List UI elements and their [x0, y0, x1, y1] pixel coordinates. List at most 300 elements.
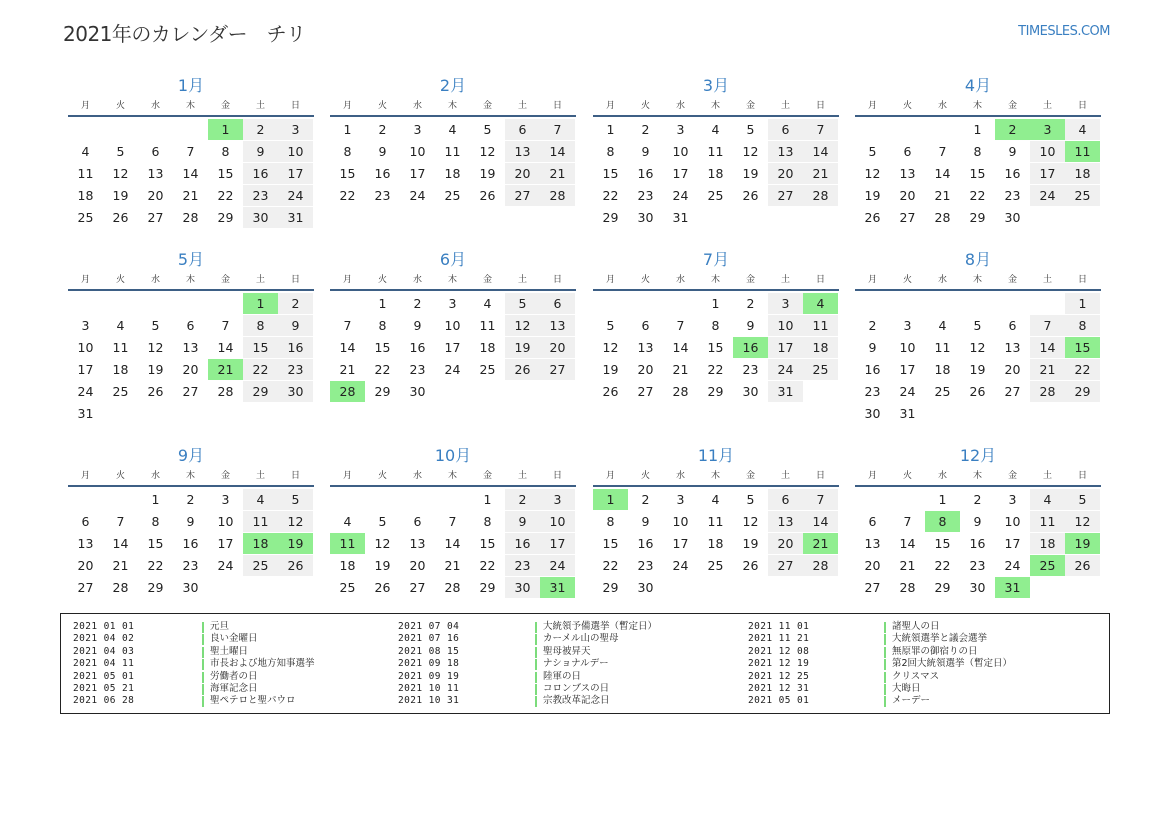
empty-cell — [173, 119, 208, 140]
day-cell: 8 — [483, 514, 492, 529]
day-cell: 12 — [374, 536, 391, 551]
weekday-label: 月 — [342, 275, 352, 285]
day-cell: 25 — [934, 384, 951, 399]
holiday-name: ナショナルデー — [543, 658, 609, 670]
week-row — [855, 163, 1101, 185]
day-cell: 6 — [151, 144, 160, 159]
day-cell: 24 — [672, 558, 689, 573]
day-cell: 25 — [707, 558, 724, 573]
day-cell: 15 — [339, 166, 356, 181]
day-cell: 10 — [672, 144, 689, 159]
weekday-label: 月 — [80, 471, 90, 481]
day-cell: 27 — [182, 384, 199, 399]
weekday-header — [68, 97, 314, 117]
week-row — [593, 577, 839, 599]
day-cell: 18 — [112, 362, 129, 377]
empty-cell — [173, 403, 208, 424]
day-cell: 14 — [899, 536, 916, 551]
empty-cell — [803, 577, 838, 598]
day-cell: 23 — [969, 558, 986, 573]
day-cell: 10 — [1004, 514, 1021, 529]
weekday-label: 火 — [115, 275, 125, 285]
week-row — [593, 381, 839, 403]
weekday-label: 木 — [447, 471, 457, 481]
day-cell: 13 — [899, 166, 916, 181]
empty-cell — [435, 381, 470, 402]
day-cell: 16 — [637, 536, 654, 551]
weekday-label: 金 — [745, 275, 755, 285]
day-cell: 10 — [217, 514, 234, 529]
day-cell: 20 — [1004, 362, 1021, 377]
holiday-date: 2021 04 03 — [73, 645, 135, 657]
day-cell: 2 — [973, 492, 982, 507]
empty-cell — [890, 119, 925, 140]
weekday-label: 木 — [710, 471, 720, 481]
empty-cell — [505, 381, 540, 402]
day-cell: 29 — [602, 580, 619, 595]
week-row — [68, 403, 314, 425]
day-cell: 3 — [676, 122, 685, 137]
day-cell: 15 — [217, 166, 234, 181]
day-cell: 5 — [746, 122, 755, 137]
day-cell: 15 — [934, 536, 951, 551]
day-cell: 13 — [768, 511, 803, 532]
month-calendar — [593, 75, 839, 229]
day-cell: 16 — [182, 536, 199, 551]
weekday-label: 木 — [185, 471, 195, 481]
weekday-label: 水 — [675, 101, 685, 111]
day-cell: 10 — [77, 340, 94, 355]
weekday-label: 木 — [972, 471, 982, 481]
weekday-label: 金 — [1007, 275, 1017, 285]
weekday-label: 木 — [710, 101, 720, 111]
day-cell: 17 — [672, 166, 689, 181]
weekday-label: 金 — [220, 275, 230, 285]
day-cell: 28 — [672, 384, 689, 399]
weekday-label: 月 — [80, 275, 90, 285]
day-cell: 17 — [540, 533, 575, 554]
day-cell: 20 — [147, 188, 164, 203]
day-cell: 13 — [505, 141, 540, 162]
day-cell: 26 — [147, 384, 164, 399]
day-cell: 10 — [672, 514, 689, 529]
day-cell: 8 — [606, 144, 615, 159]
day-cell: 25 — [707, 188, 724, 203]
holiday-day-cell: 21 — [208, 359, 243, 380]
week-row — [68, 577, 314, 599]
day-cell: 18 — [479, 340, 496, 355]
weekday-label: 日 — [290, 471, 300, 481]
week-row — [330, 489, 576, 511]
holiday-date: 2021 07 04 — [398, 621, 460, 632]
day-cell: 19 — [864, 188, 881, 203]
week-row — [593, 119, 839, 141]
weekday-label: 火 — [902, 471, 912, 481]
day-cell: 6 — [768, 489, 803, 510]
site-link[interactable]: TIMESLES.COM — [1018, 24, 1110, 39]
day-cell: 16 — [1004, 166, 1021, 181]
week-row — [855, 315, 1101, 337]
day-cell: 16 — [969, 536, 986, 551]
day-cell: 23 — [243, 185, 278, 206]
day-cell: 22 — [602, 188, 619, 203]
day-cell: 3 — [1008, 492, 1017, 507]
week-row — [855, 381, 1101, 403]
month-calendar — [855, 75, 1101, 229]
day-cell: 31 — [77, 406, 94, 421]
day-cell: 22 — [479, 558, 496, 573]
weekday-header — [855, 467, 1101, 487]
day-cell: 6 — [903, 144, 912, 159]
day-cell: 4 — [448, 122, 457, 137]
day-cell: 5 — [151, 318, 160, 333]
day-cell: 30 — [278, 381, 313, 402]
day-cell: 16 — [409, 340, 426, 355]
day-cell: 30 — [182, 580, 199, 595]
day-cell: 26 — [864, 210, 881, 225]
holiday-name: 無原罪の御宿りの日 — [892, 645, 978, 657]
month-name: 9月 — [177, 446, 205, 465]
weekday-label: 火 — [377, 471, 387, 481]
weekday-label: 水 — [675, 471, 685, 481]
day-cell: 10 — [899, 340, 916, 355]
day-cell: 20 — [505, 163, 540, 184]
holiday-day-cell: 2 — [995, 119, 1030, 140]
day-cell: 14 — [339, 340, 356, 355]
day-cell: 17 — [409, 166, 426, 181]
empty-cell — [138, 403, 173, 424]
day-cell: 13 — [768, 141, 803, 162]
day-cell: 25 — [1065, 185, 1100, 206]
day-cell: 24 — [217, 558, 234, 573]
day-cell: 1 — [151, 492, 160, 507]
week-row — [68, 489, 314, 511]
week-row — [593, 293, 839, 315]
day-cell: 15 — [602, 536, 619, 551]
day-cell: 23 — [409, 362, 426, 377]
empty-cell — [208, 577, 243, 598]
week-row — [593, 185, 839, 207]
month-calendar — [330, 75, 576, 207]
day-cell: 19 — [147, 362, 164, 377]
week-row — [68, 337, 314, 359]
weekday-label: 月 — [342, 471, 352, 481]
day-cell: 24 — [899, 384, 916, 399]
day-cell: 29 — [934, 580, 951, 595]
day-cell: 7 — [676, 318, 685, 333]
day-cell: 20 — [182, 362, 199, 377]
day-cell: 5 — [116, 144, 125, 159]
day-cell: 27 — [147, 210, 164, 225]
weekday-label: 水 — [412, 275, 422, 285]
day-cell: 31 — [899, 406, 916, 421]
day-cell: 27 — [505, 185, 540, 206]
weekday-label: 金 — [482, 471, 492, 481]
holiday-date: 2021 09 18 — [398, 658, 460, 670]
week-row — [593, 163, 839, 185]
empty-cell — [243, 577, 278, 598]
day-cell: 1 — [1065, 293, 1100, 314]
week-row — [68, 359, 314, 381]
weekday-label: 月 — [605, 471, 615, 481]
holiday-name: 聖土曜日 — [210, 645, 249, 657]
empty-cell — [803, 381, 838, 402]
day-cell: 25 — [479, 362, 496, 377]
day-cell: 9 — [973, 514, 982, 529]
week-row — [593, 555, 839, 577]
holiday-entry — [61, 646, 1109, 658]
day-cell: 11 — [707, 514, 724, 529]
holiday-day-cell: 1 — [593, 489, 628, 510]
day-cell: 13 — [147, 166, 164, 181]
day-cell: 26 — [602, 384, 619, 399]
day-cell: 19 — [112, 188, 129, 203]
holiday-day-cell: 21 — [803, 533, 838, 554]
holiday-name: 諸聖人の日 — [892, 621, 940, 632]
holiday-entry — [61, 633, 1109, 645]
holiday-date: 2021 12 08 — [748, 645, 810, 657]
day-cell: 25 — [444, 188, 461, 203]
weekday-label: 日 — [552, 471, 562, 481]
holiday-date: 2021 05 21 — [73, 682, 135, 694]
day-cell: 3 — [768, 293, 803, 314]
day-cell: 14 — [803, 141, 838, 162]
day-cell: 8 — [711, 318, 720, 333]
day-cell: 11 — [112, 340, 129, 355]
weekday-label: 日 — [1077, 101, 1087, 111]
day-cell: 12 — [479, 144, 496, 159]
weekday-label: 土 — [780, 101, 790, 111]
week-row — [330, 577, 576, 599]
empty-cell — [925, 403, 960, 424]
day-cell: 29 — [479, 580, 496, 595]
day-cell: 24 — [768, 359, 803, 380]
day-cell: 22 — [147, 558, 164, 573]
holiday-entry — [61, 658, 1109, 670]
holiday-name: コロンブスの日 — [543, 682, 610, 694]
holiday-day-cell: 31 — [540, 577, 575, 598]
day-cell: 6 — [868, 514, 877, 529]
day-cell: 6 — [641, 318, 650, 333]
month-calendar — [855, 445, 1101, 599]
day-cell: 2 — [746, 296, 755, 311]
day-cell: 26 — [112, 210, 129, 225]
weekday-label: 土 — [780, 275, 790, 285]
week-row — [330, 141, 576, 163]
holiday-day-cell: 1 — [208, 119, 243, 140]
day-cell: 8 — [378, 318, 387, 333]
day-cell: 9 — [243, 141, 278, 162]
day-cell: 25 — [77, 210, 94, 225]
day-cell: 16 — [505, 533, 540, 554]
day-cell: 23 — [637, 188, 654, 203]
weekday-label: 日 — [1077, 471, 1087, 481]
empty-cell — [890, 489, 925, 510]
month-name: 4月 — [964, 76, 992, 95]
day-cell: 4 — [1065, 119, 1100, 140]
day-cell: 29 — [243, 381, 278, 402]
week-row — [330, 381, 576, 403]
week-row — [330, 293, 576, 315]
day-cell: 14 — [1030, 337, 1065, 358]
day-cell: 12 — [112, 166, 129, 181]
day-cell: 18 — [934, 362, 951, 377]
holiday-date: 2021 01 01 — [73, 621, 135, 632]
day-cell: 18 — [77, 188, 94, 203]
day-cell: 3 — [676, 492, 685, 507]
day-cell: 8 — [221, 144, 230, 159]
day-cell: 30 — [864, 406, 881, 421]
week-row — [593, 315, 839, 337]
week-row — [855, 489, 1101, 511]
empty-cell — [173, 293, 208, 314]
week-row — [593, 337, 839, 359]
day-cell: 5 — [483, 122, 492, 137]
day-cell: 28 — [803, 555, 838, 576]
empty-cell — [1065, 577, 1100, 598]
holiday-name: 大晦日 — [892, 682, 921, 694]
weekday-label: 土 — [255, 101, 265, 111]
weekday-header — [330, 467, 576, 487]
day-cell: 8 — [606, 514, 615, 529]
weekday-label: 木 — [447, 275, 457, 285]
weekday-label: 木 — [447, 101, 457, 111]
day-cell: 2 — [868, 318, 877, 333]
day-cell: 18 — [444, 166, 461, 181]
holiday-name: 大統領予備選挙（暫定日） — [543, 621, 658, 632]
day-cell: 23 — [864, 384, 881, 399]
day-cell: 13 — [77, 536, 94, 551]
month-calendar — [855, 249, 1101, 425]
day-cell: 29 — [217, 210, 234, 225]
day-cell: 3 — [221, 492, 230, 507]
empty-cell — [1030, 577, 1065, 598]
day-cell: 4 — [1030, 489, 1065, 510]
day-cell: 25 — [803, 359, 838, 380]
day-cell: 29 — [602, 210, 619, 225]
month-name: 6月 — [439, 250, 467, 269]
day-cell: 20 — [77, 558, 94, 573]
weekday-label: 水 — [937, 275, 947, 285]
empty-cell — [593, 293, 628, 314]
month-name: 3月 — [702, 76, 730, 95]
day-cell: 21 — [339, 362, 356, 377]
week-row — [855, 185, 1101, 207]
month-calendar — [593, 445, 839, 599]
day-cell: 28 — [1030, 381, 1065, 402]
day-cell: 30 — [742, 384, 759, 399]
empty-cell — [663, 577, 698, 598]
day-cell: 29 — [147, 580, 164, 595]
day-cell: 7 — [540, 119, 575, 140]
day-cell: 8 — [243, 315, 278, 336]
day-cell: 27 — [768, 185, 803, 206]
weekday-label: 水 — [937, 101, 947, 111]
day-cell: 26 — [742, 558, 759, 573]
week-row — [330, 185, 576, 207]
holiday-date: 2021 10 31 — [398, 695, 460, 707]
holiday-date: 2021 05 01 — [73, 670, 135, 682]
empty-cell — [803, 207, 838, 228]
day-cell: 24 — [77, 384, 94, 399]
week-row — [68, 185, 314, 207]
day-cell: 7 — [803, 489, 838, 510]
day-cell: 7 — [938, 144, 947, 159]
day-cell: 16 — [243, 163, 278, 184]
holiday-column — [61, 621, 1109, 708]
weekday-label: 月 — [605, 101, 615, 111]
empty-cell — [855, 293, 890, 314]
day-cell: 11 — [803, 315, 838, 336]
day-cell: 27 — [768, 555, 803, 576]
month-name: 5月 — [177, 250, 205, 269]
holiday-entry — [61, 683, 1109, 695]
day-cell: 4 — [711, 492, 720, 507]
holiday-date: 2021 06 28 — [73, 695, 135, 707]
week-row — [593, 207, 839, 229]
day-cell: 4 — [938, 318, 947, 333]
weekday-label: 水 — [412, 471, 422, 481]
day-cell: 22 — [1065, 359, 1100, 380]
day-cell: 15 — [602, 166, 619, 181]
day-cell: 26 — [969, 384, 986, 399]
day-cell: 19 — [602, 362, 619, 377]
week-row — [855, 359, 1101, 381]
week-row — [855, 337, 1101, 359]
holiday-entry — [61, 695, 1109, 707]
day-cell: 14 — [444, 536, 461, 551]
holiday-name: 元旦 — [210, 621, 230, 632]
month-calendar — [330, 445, 576, 599]
day-cell: 2 — [186, 492, 195, 507]
day-cell: 25 — [339, 580, 356, 595]
weekday-label: 水 — [675, 275, 685, 285]
weekday-label: 土 — [517, 471, 527, 481]
day-cell: 4 — [711, 122, 720, 137]
weekday-label: 日 — [552, 275, 562, 285]
day-cell: 27 — [637, 384, 654, 399]
week-row — [593, 511, 839, 533]
day-cell: 29 — [969, 210, 986, 225]
weekday-label: 日 — [815, 471, 825, 481]
week-row — [330, 163, 576, 185]
day-cell: 2 — [378, 122, 387, 137]
day-cell: 27 — [540, 359, 575, 380]
day-cell: 21 — [899, 558, 916, 573]
empty-cell — [890, 293, 925, 314]
week-row — [855, 511, 1101, 533]
day-cell: 27 — [864, 580, 881, 595]
day-cell: 18 — [1065, 163, 1100, 184]
day-cell: 20 — [409, 558, 426, 573]
weekday-header — [855, 97, 1101, 117]
holiday-day-cell: 11 — [330, 533, 365, 554]
empty-cell — [138, 293, 173, 314]
weekday-label: 土 — [1042, 275, 1052, 285]
week-row — [68, 293, 314, 315]
week-row — [855, 555, 1101, 577]
day-cell: 1 — [973, 122, 982, 137]
day-cell: 13 — [540, 315, 575, 336]
day-cell: 7 — [116, 514, 125, 529]
empty-cell — [995, 403, 1030, 424]
holiday-marker — [884, 672, 886, 683]
week-row — [330, 359, 576, 381]
day-cell: 14 — [217, 340, 234, 355]
holiday-date: 2021 10 11 — [398, 682, 460, 694]
empty-cell — [698, 577, 733, 598]
empty-cell — [103, 119, 138, 140]
